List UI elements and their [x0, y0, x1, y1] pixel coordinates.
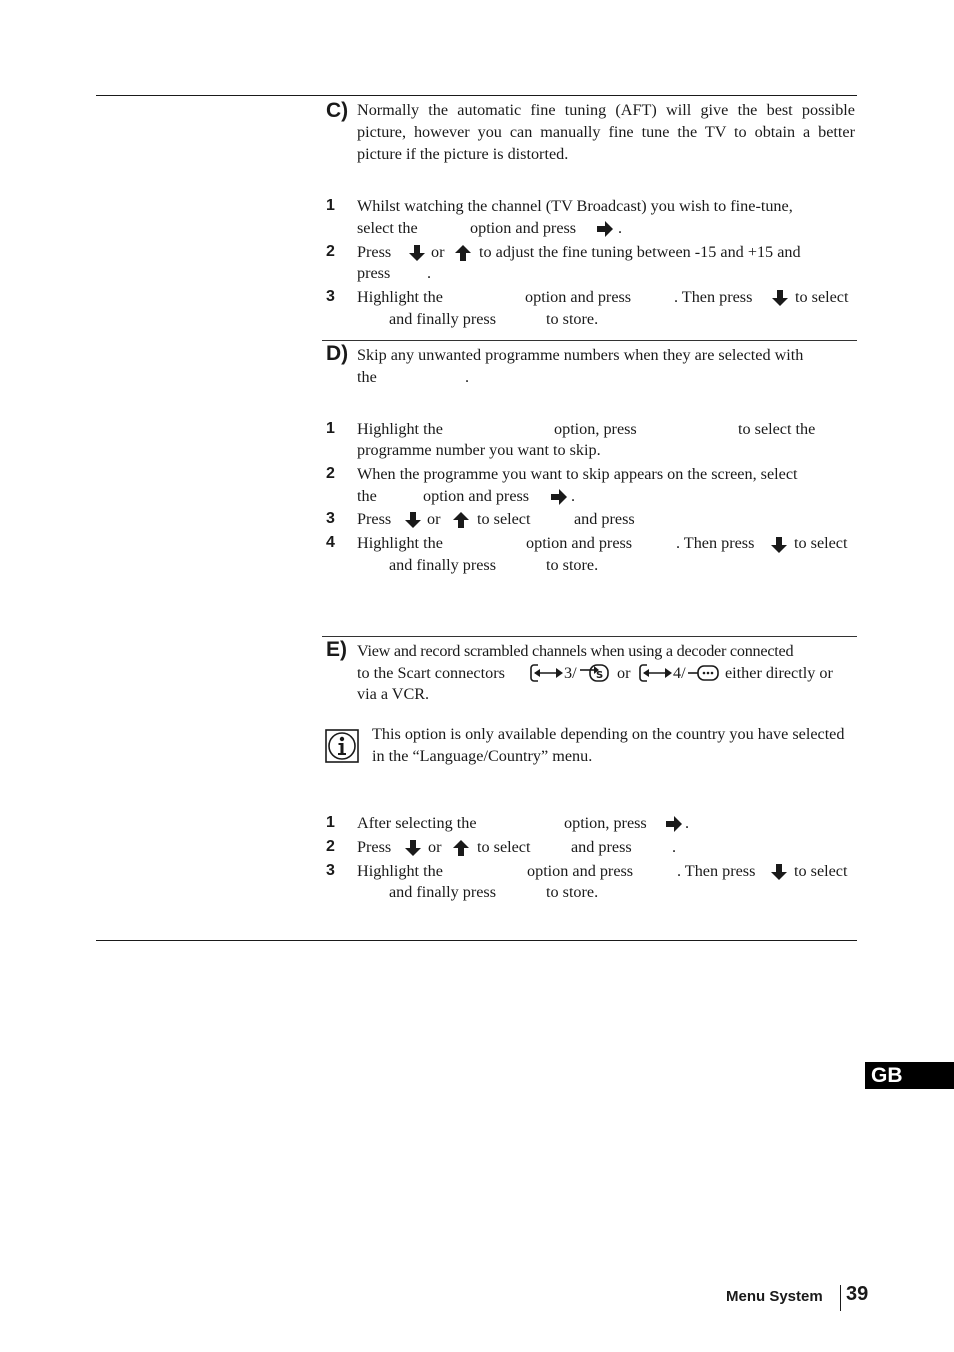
- section-c-step-1-text: select the: [357, 219, 418, 237]
- section-d-intro: Skip any unwanted programme numbers when they are selected with: [357, 346, 804, 364]
- section-e-intro: to the Scart connectors: [357, 664, 505, 682]
- right-arrow-icon: [665, 815, 683, 833]
- scart-s-icon: [580, 663, 610, 683]
- section-e-intro: 4/: [673, 664, 686, 682]
- svg-text:S: S: [596, 670, 604, 681]
- section-c-step-2-text: to adjust the fine tuning between -15 and +15 and: [479, 243, 801, 261]
- right-arrow-icon: [596, 220, 614, 238]
- section-c-letter: C): [326, 99, 349, 122]
- section-e-intro: 3/: [564, 664, 577, 682]
- section-c-step-2-text: or: [431, 243, 445, 261]
- down-arrow-icon: [770, 536, 788, 554]
- section-e-divider: [322, 636, 857, 637]
- section-d-step-1-text: programme number you want to skip.: [357, 441, 601, 459]
- section-c-step-3-text: . Then press: [674, 288, 753, 306]
- section-d-step-3-number: 3: [326, 510, 335, 527]
- section-e-note: This option is only available depending on the country you have selected in the “Language/Country” menu.: [372, 725, 845, 765]
- section-e-step-2-text: or: [428, 838, 442, 856]
- section-d-step-1-text: to select the: [738, 420, 816, 438]
- section-e-step-2-text: and press: [571, 838, 632, 856]
- up-arrow-icon: [454, 244, 472, 262]
- section-d-step-3-text: to select: [477, 510, 531, 528]
- section-d-intro: .: [465, 368, 470, 386]
- section-e-step-3-text: and finally press: [389, 883, 496, 901]
- footer-section-title: Menu System: [726, 1288, 823, 1305]
- section-e-intro: either directly or: [725, 664, 833, 682]
- section-c-step-1-text: option and press: [470, 219, 577, 237]
- info-icon: [325, 729, 359, 763]
- section-d-step-3-text: or: [427, 510, 441, 528]
- down-arrow-icon: [771, 289, 789, 307]
- section-e-step-3-text: . Then press: [677, 862, 756, 880]
- section-e-step-2-text: Press: [357, 838, 392, 856]
- section-d-step-3-text: and press: [574, 510, 635, 528]
- section-c-step-1-text: .: [618, 219, 623, 237]
- section-e-step-2-text: .: [672, 838, 677, 856]
- section-e-step-2-number: 2: [326, 838, 335, 855]
- section-d-step-2-text: When the programme you want to skip appears on the screen, select: [357, 465, 798, 483]
- section-c-step-3-text: Highlight the: [357, 288, 443, 306]
- section-e-step-1-number: 1: [326, 814, 335, 831]
- section-e-step-1-text: option, press: [564, 814, 647, 832]
- section-c-step-1-text: Whilst watching the channel (TV Broadcast) you wish to fine-tune,: [357, 197, 793, 215]
- down-arrow-icon: [770, 863, 788, 881]
- section-d-step-2-text: the: [357, 487, 377, 505]
- section-c-step-2-text: press: [357, 264, 391, 282]
- language-tab: GB: [865, 1062, 954, 1089]
- down-arrow-icon: [408, 244, 426, 262]
- section-d-step-4-text: option and press: [526, 534, 633, 552]
- section-d-step-1-text: Highlight the: [357, 420, 443, 438]
- section-d-intro: the: [357, 368, 377, 386]
- section-c-step-3-text: to store.: [546, 310, 599, 328]
- section-d-step-3-text: Press: [357, 510, 392, 528]
- section-d-step-1-text: option, press: [554, 420, 637, 438]
- section-d-letter: D): [326, 342, 349, 365]
- section-e-letter: E): [326, 638, 347, 661]
- scart-input-icon: [529, 663, 563, 683]
- section-c-step-2-text: Press: [357, 243, 392, 261]
- section-d-step-1-number: 1: [326, 420, 335, 437]
- section-d-step-4-text: to select: [794, 534, 848, 552]
- section-d-divider: [322, 340, 857, 341]
- section-d-step-2-text: option and press: [423, 487, 530, 505]
- section-c-step-2-number: 2: [326, 243, 335, 260]
- section-d-step-4-text: and finally press: [389, 556, 496, 574]
- section-e-intro: View and record scrambled channels when using a decoder connected: [357, 642, 794, 660]
- section-d-step-2-number: 2: [326, 465, 335, 482]
- up-arrow-icon: [452, 839, 470, 857]
- section-e-step-2-text: to select: [477, 838, 531, 856]
- section-c-step-3-text: and finally press: [389, 310, 496, 328]
- section-c-intro: Normally the automatic fine tuning (AFT) will give the best possible picture, however you can manually fine tune the TV to obtain a better picture if the picture is distorted.: [357, 101, 855, 163]
- scart-input-icon: [638, 663, 672, 683]
- footer-divider: [840, 1285, 841, 1311]
- section-d-step-4-text: . Then press: [676, 534, 755, 552]
- up-arrow-icon: [452, 511, 470, 529]
- section-d-step-4-text: to store.: [546, 556, 599, 574]
- section-e-step-1-text: .: [685, 814, 690, 832]
- section-e-step-3-text: Highlight the: [357, 862, 443, 880]
- section-e-step-3-number: 3: [326, 862, 335, 879]
- scart-output-icon: [688, 663, 720, 683]
- top-rule: [96, 95, 857, 96]
- down-arrow-icon: [404, 839, 422, 857]
- section-d-step-4-text: Highlight the: [357, 534, 443, 552]
- section-e-intro: via a VCR.: [357, 685, 430, 703]
- right-arrow-icon: [550, 488, 568, 506]
- section-c-step-3-text: to select: [795, 288, 849, 306]
- section-c-step-2-text: .: [427, 264, 432, 282]
- section-c-step-3-text: option and press: [525, 288, 632, 306]
- section-e-step-1-text: After selecting the: [357, 814, 477, 832]
- page-number: 39: [846, 1283, 869, 1305]
- down-arrow-icon: [404, 511, 422, 529]
- section-e-intro: or: [617, 664, 631, 682]
- section-e-step-3-text: option and press: [527, 862, 634, 880]
- bottom-rule: [96, 940, 857, 941]
- section-d-step-2-text: .: [571, 487, 576, 505]
- section-d-step-4-number: 4: [326, 534, 335, 551]
- section-e-step-3-text: to select: [794, 862, 848, 880]
- section-c-step-3-number: 3: [326, 288, 335, 305]
- section-e-step-3-text: to store.: [546, 883, 599, 901]
- section-c-step-1-number: 1: [326, 197, 335, 214]
